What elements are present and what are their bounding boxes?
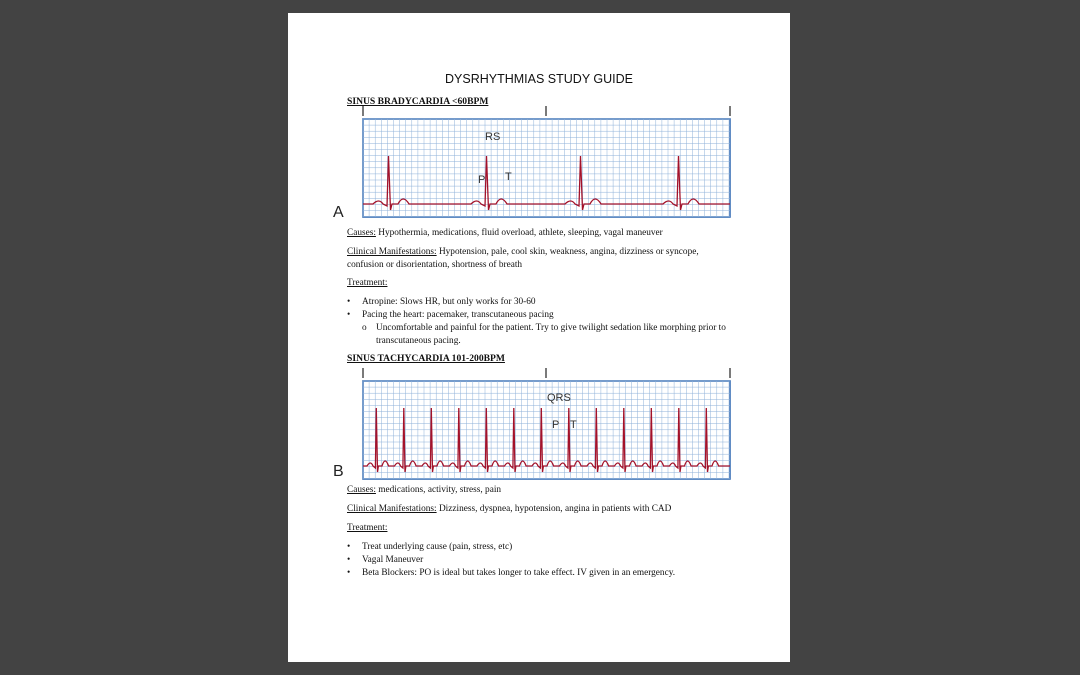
manifestations-text: Hypotension, pale, cool skin, weakness, angina, dizziness or syncope, confusion or disorientation, shortness of breath [347, 247, 699, 270]
document-title: DYSRHYTHMIAS STUDY GUIDE [445, 72, 633, 86]
wave-label-qrs: QRS [547, 392, 571, 404]
manifestations-text: Dizziness, dyspnea, hypotension, angina in patients with CAD [438, 504, 672, 514]
section-heading-bradycardia: SINUS BRADYCARDIA <60BPM [347, 96, 489, 107]
section-heading-tachycardia: SINUS TACHYCARDIA 101-200BPM [347, 353, 505, 364]
manifestations-paragraph [347, 503, 747, 516]
ecg-strip-a-graphic [333, 104, 733, 224]
document-page: DYSRHYTHMIAS STUDY GUIDE SINUS BRADYCARDIA <60BPM A RS P T Causes: Hypothermia, medications, fluid overload, athlete, sleeping, vagal maneuver Clinical Manifestations: Hypotension, pale, cool skin, weakness, angina, dizziness or syncope, confusion or disorientation, shortness of breath Treatment: • Atropine: Slows HR, but only works for 30-60 • Pacing the heart: pacemaker, transcutaneous pacing o Uncomfortable and painful for the patient. Try to give twilight sedation like morphing prior to transcutaneous pacing. SINUS TACHYCARDIA 101-200BPM B QRS P T Causes: medications, activity, stress, pain Clinical Manifestations: Dizziness, dyspnea, hypotension, angina in patients with CAD Treatment: • Treat underlying cause (pain, stress, etc) • Vagal Maneuver • Beta Blockers: PO is ideal but takes longer to take effect. IV given in an emergency. [288, 13, 790, 662]
ecg-strip-bradycardia [333, 104, 733, 224]
ecg-strip-tachycardia [333, 366, 733, 486]
treatment-label: Treatment: [347, 523, 388, 533]
ecg-strip-letter: A [333, 204, 344, 221]
ecg-strip-letter: B [333, 463, 344, 480]
wave-label-p: P [478, 174, 486, 186]
manifestations-paragraph [347, 246, 732, 271]
wave-label-rs: RS [485, 131, 501, 143]
ecg-strip-b-graphic [333, 366, 733, 486]
causes-paragraph [347, 484, 747, 497]
treatment-paragraph [347, 522, 747, 535]
wave-label-p: P [552, 419, 560, 431]
treatment-paragraph [347, 277, 747, 290]
causes-text: Hypothermia, medications, fluid overload, athlete, sleeping, vagal maneuver [378, 228, 663, 238]
causes-paragraph [347, 227, 747, 240]
treatment-label: Treatment: [347, 278, 388, 288]
treatment-subitem: o Uncomfortable and painful for the patient. Try to give twilight sedation like morphing prior to transcutaneous pacing. [362, 323, 726, 346]
wave-label-t: T [570, 419, 577, 431]
causes-text: medications, activity, stress, pain [378, 485, 502, 495]
manifestations-label: Clinical Manifestations: [347, 247, 437, 257]
causes-label: Causes: [347, 228, 376, 238]
causes-label: Causes: [347, 485, 376, 495]
wave-label-t: T [505, 171, 512, 183]
manifestations-label: Clinical Manifestations: [347, 504, 437, 514]
